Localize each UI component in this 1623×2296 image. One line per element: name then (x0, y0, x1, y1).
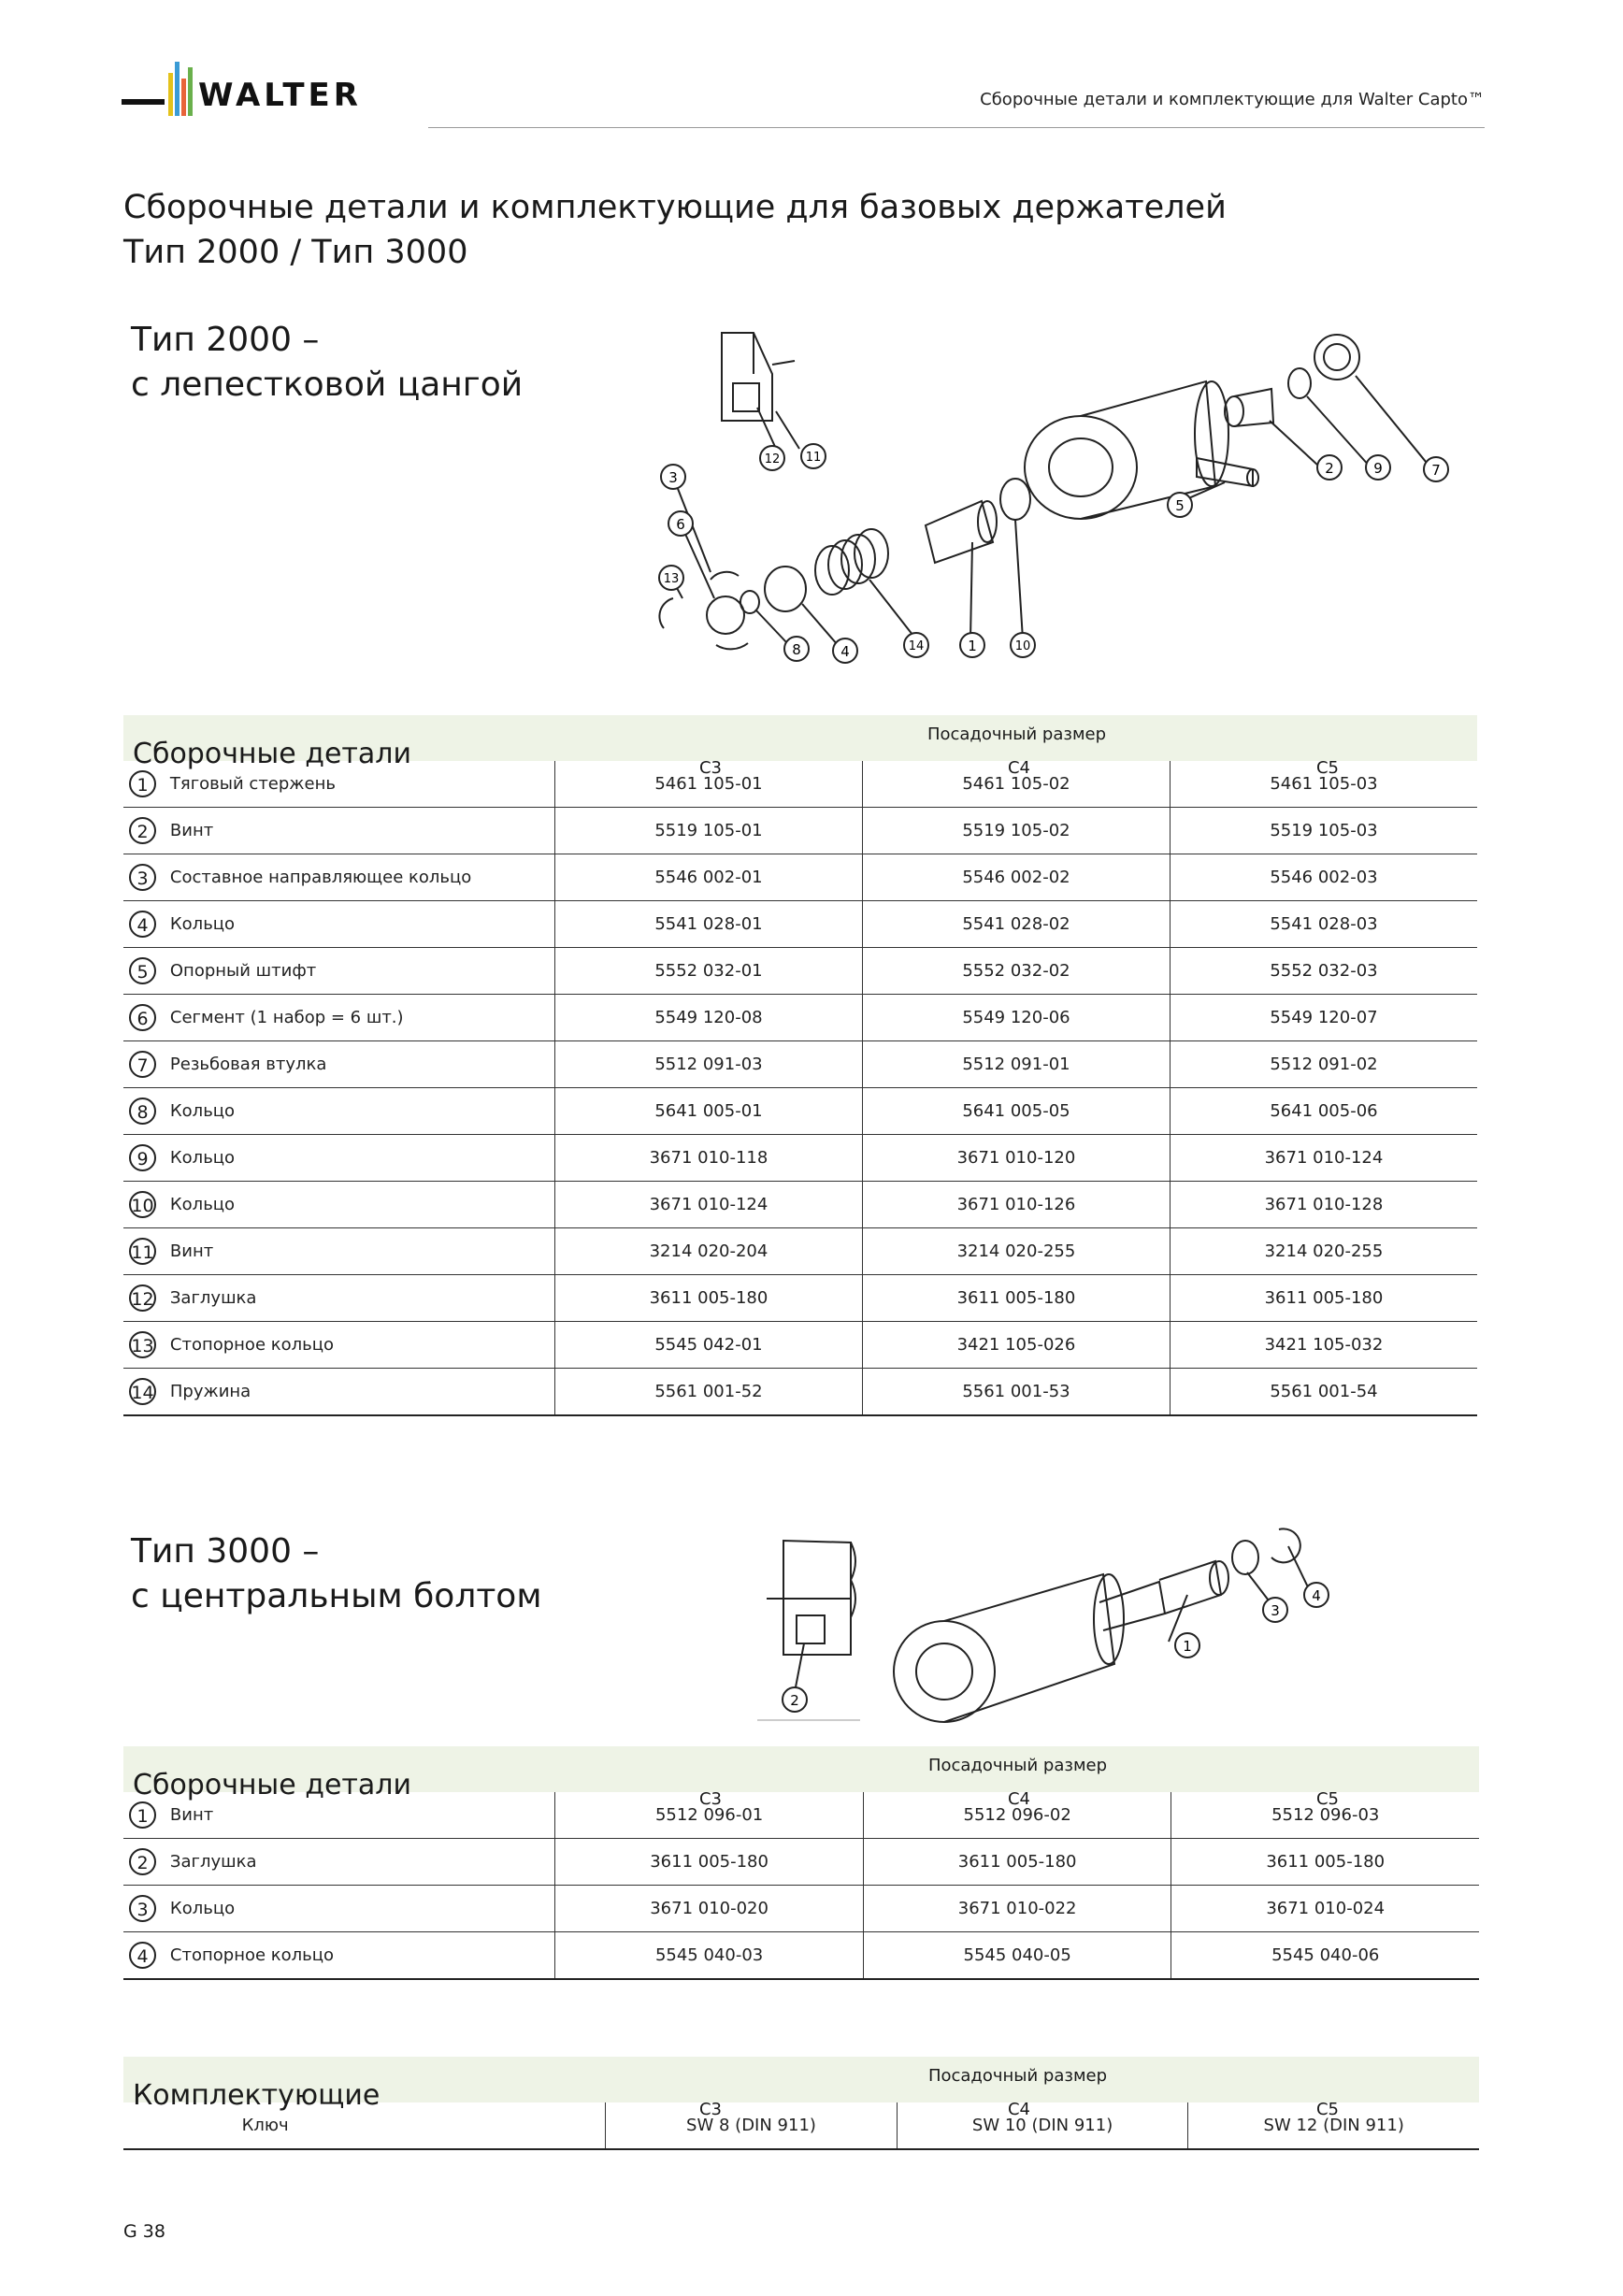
table-row (123, 1839, 1479, 1886)
col-c5: C5 (1315, 1789, 1340, 1809)
part-number-c3: 3214 020-204 (554, 1228, 862, 1275)
part-number-c3: 5545 040-03 (555, 1932, 864, 1980)
callout-14 (904, 633, 928, 657)
part-number-c5: 5545 040-06 (1171, 1932, 1479, 1980)
part-number-c4: 5541 028-02 (862, 901, 1170, 948)
svg-text:9: 9 (1373, 460, 1383, 477)
part-number-c5: 3611 005-180 (1171, 1839, 1479, 1886)
table-row (123, 901, 1477, 948)
part-name: Винт (170, 1228, 555, 1275)
part-name: Винт (170, 808, 555, 854)
table-row (123, 1135, 1477, 1182)
part-number-c4: 3214 020-255 (862, 1228, 1170, 1275)
callout-5 (1168, 493, 1192, 517)
table-row (123, 1932, 1479, 1980)
part-number-c3: 3671 010-118 (554, 1135, 862, 1182)
part-number-c4: 5461 105-02 (862, 761, 1170, 808)
part-name: Пружина (170, 1369, 555, 1416)
callout-2 (783, 1687, 807, 1712)
row-number-badge: 8 (129, 1098, 156, 1125)
col-c4: C4 (1007, 1789, 1031, 1809)
table-row (123, 948, 1477, 995)
table-title: Комплектующие (133, 2079, 381, 2112)
section2-title-line2: с центральным болтом (131, 1577, 542, 1615)
part-number-c3: 5541 028-01 (554, 901, 862, 948)
part-number-c5: 3671 010-024 (1171, 1886, 1479, 1932)
svg-text:5: 5 (1175, 497, 1185, 514)
row-number-cell (123, 1228, 170, 1275)
part-number-c5: 5541 028-03 (1170, 901, 1477, 948)
part-number-c5: 3671 010-128 (1170, 1182, 1477, 1228)
page-title (123, 185, 1339, 275)
table-row (123, 1041, 1477, 1088)
table-row (123, 854, 1477, 901)
row-number-cell (123, 808, 170, 854)
row-number-cell (123, 1839, 170, 1886)
svg-text:4: 4 (840, 643, 850, 660)
part-name: Кольцо (170, 1886, 555, 1932)
row-number-badge: 5 (129, 957, 156, 984)
part-number-c4: 3671 010-022 (863, 1886, 1171, 1932)
table-row (123, 808, 1477, 854)
part-number-c3: SW 8 (DIN 911) (606, 2102, 898, 2149)
svg-text:12: 12 (764, 452, 781, 466)
part-name: Винт (170, 1792, 555, 1839)
table-row (123, 1275, 1477, 1322)
svg-text:14: 14 (908, 639, 925, 653)
part-number-c3: 5519 105-01 (554, 808, 862, 854)
part-name: Кольцо (170, 901, 555, 948)
row-number-cell (123, 1135, 170, 1182)
part-number-c5: 3421 105-032 (1170, 1322, 1477, 1369)
row-number-cell (123, 948, 170, 995)
row-number-cell (123, 1275, 170, 1322)
size-header: Посадочный размер (926, 725, 1107, 744)
callout-6 (668, 511, 693, 536)
callout-3 (1263, 1598, 1287, 1622)
part-number-c3: 5641 005-01 (554, 1088, 862, 1135)
svg-text:10: 10 (1014, 639, 1031, 653)
svg-text:2: 2 (1325, 460, 1334, 477)
part-number-c5: 5641 005-06 (1170, 1088, 1477, 1135)
row-number-badge: 2 (129, 1848, 156, 1875)
row-number-cell (123, 1932, 170, 1980)
row-number-badge: 13 (129, 1331, 156, 1358)
svg-text:1: 1 (1183, 1638, 1192, 1655)
svg-text:8: 8 (792, 641, 801, 658)
col-c5: C5 (1315, 758, 1340, 778)
part-number-c4: 5545 040-05 (863, 1932, 1171, 1980)
row-number-cell (123, 1041, 170, 1088)
part-name: Ключ (167, 2102, 606, 2149)
part-number-c4: SW 10 (DIN 911) (897, 2102, 1188, 2149)
row-number-badge: 3 (129, 864, 156, 891)
callout-4 (833, 639, 857, 663)
logo-text: WALTER (198, 77, 362, 114)
part-number-c4: 3421 105-026 (862, 1322, 1170, 1369)
row-number-badge: 14 (129, 1378, 156, 1405)
callout-8 (784, 637, 809, 661)
row-number-cell (123, 1182, 170, 1228)
part-name: Опорный штифт (170, 948, 555, 995)
part-name: Заглушка (170, 1275, 555, 1322)
walter-logo (122, 58, 402, 123)
size-header: Посадочный размер (927, 2066, 1108, 2086)
part-number-c4: 5512 096-02 (863, 1792, 1171, 1839)
col-c3: C3 (698, 758, 723, 778)
part-number-c3: 5561 001-52 (554, 1369, 862, 1416)
type2000-parts-table (123, 715, 1477, 1416)
row-number-cell (123, 854, 170, 901)
section1-title (131, 318, 523, 408)
callout-12 (760, 446, 784, 470)
svg-text:7: 7 (1431, 462, 1441, 479)
logo-dash (122, 99, 165, 105)
part-number-c3: 5546 002-01 (554, 854, 862, 901)
table-row (123, 1182, 1477, 1228)
part-name: Стопорное кольцо (170, 1932, 555, 1980)
section1-title-line2: с лепестковой цангой (131, 366, 524, 404)
part-number-c3: 3611 005-180 (555, 1839, 864, 1886)
part-name: Резьбовая втулка (170, 1041, 555, 1088)
accessories-table (123, 2057, 1479, 2150)
svg-text:13: 13 (663, 572, 680, 586)
part-number-c3: 3671 010-124 (554, 1182, 862, 1228)
section2-title (131, 1529, 542, 1619)
part-name: Кольцо (170, 1135, 555, 1182)
svg-text:3: 3 (1271, 1602, 1280, 1619)
table-header (123, 2057, 1479, 2119)
callout-7 (1424, 457, 1448, 481)
section1-title-line1: Тип 2000 – (131, 321, 320, 359)
part-number-c4: 3611 005-180 (863, 1839, 1171, 1886)
type3000-parts-table (123, 1746, 1479, 1980)
row-number-badge: 6 (129, 1004, 156, 1031)
table-title: Сборочные детали (133, 1769, 411, 1801)
row-number-badge: 11 (129, 1238, 156, 1265)
table-row (123, 1088, 1477, 1135)
callout-4 (1304, 1583, 1329, 1607)
part-number-c5: 5519 105-03 (1170, 808, 1477, 854)
part-name: Кольцо (170, 1182, 555, 1228)
table-row (123, 1228, 1477, 1275)
part-number-c4: 5512 091-01 (862, 1041, 1170, 1088)
callout-11 (801, 444, 826, 468)
svg-text:2: 2 (790, 1692, 799, 1709)
svg-text:4: 4 (1312, 1587, 1321, 1604)
part-number-c4: 3671 010-126 (862, 1182, 1170, 1228)
col-c4: C4 (1007, 758, 1031, 778)
part-number-c4: 5641 005-05 (862, 1088, 1170, 1135)
col-c3: C3 (698, 2100, 723, 2119)
part-number-c5: 5561 001-54 (1170, 1369, 1477, 1416)
page-title-line1: Сборочные детали и комплектующие для базовых держателей (123, 189, 1227, 226)
row-number-badge: 4 (129, 1942, 156, 1969)
part-number-c3: 5512 096-01 (555, 1792, 864, 1839)
row-number-badge: 12 (129, 1284, 156, 1312)
type3000-exploded-diagram (748, 1505, 1356, 1748)
row-number-cell (123, 1088, 170, 1135)
part-name: Стопорное кольцо (170, 1322, 555, 1369)
row-number-badge: 9 (129, 1144, 156, 1171)
callout-10 (1011, 633, 1035, 657)
row-number-badge: 2 (129, 817, 156, 844)
part-number-c5: 3671 010-124 (1170, 1135, 1477, 1182)
table-row (123, 1886, 1479, 1932)
part-number-c3: 5549 120-08 (554, 995, 862, 1041)
callout-3 (661, 465, 685, 489)
part-name: Сегмент (1 набор = 6 шт.) (170, 995, 555, 1041)
row-number-cell (123, 1322, 170, 1369)
row-number-cell (123, 1369, 170, 1416)
row-number-badge: 4 (129, 911, 156, 938)
logo-bars (168, 62, 196, 116)
part-name: Кольцо (170, 1088, 555, 1135)
col-c3: C3 (698, 1789, 723, 1809)
table-row (123, 1369, 1477, 1416)
part-number-c5: 3611 005-180 (1170, 1275, 1477, 1322)
row-number-cell (123, 1886, 170, 1932)
part-number-c4: 3671 010-120 (862, 1135, 1170, 1182)
part-number-c5: 3214 020-255 (1170, 1228, 1477, 1275)
table-header (123, 1746, 1479, 1809)
size-header: Посадочный размер (927, 1756, 1108, 1775)
row-number-badge: 10 (129, 1191, 156, 1218)
part-number-c5: SW 12 (DIN 911) (1188, 2102, 1479, 2149)
row-number-cell (123, 995, 170, 1041)
row-number-cell (123, 901, 170, 948)
part-number-c3: 3611 005-180 (554, 1275, 862, 1322)
part-name: Составное направляющее кольцо (170, 854, 555, 901)
part-number-c5: 5461 105-03 (1170, 761, 1477, 808)
header-title: Сборочные детали и комплектующие для Walter Capto™ (980, 90, 1485, 109)
svg-text:6: 6 (676, 516, 685, 533)
part-number-c4: 5561 001-53 (862, 1369, 1170, 1416)
svg-text:3: 3 (668, 469, 678, 486)
type2000-exploded-diagram (645, 318, 1487, 682)
table-row (123, 1322, 1477, 1369)
col-c5: C5 (1315, 2100, 1340, 2119)
callout-1 (1175, 1633, 1199, 1657)
part-number-c3: 5545 042-01 (554, 1322, 862, 1369)
part-number-c5: 5512 091-02 (1170, 1041, 1477, 1088)
header-divider (428, 127, 1485, 128)
callout-13 (659, 566, 683, 590)
table-title: Сборочные детали (133, 738, 411, 770)
section2-title-line1: Тип 3000 – (131, 1532, 320, 1571)
row-number-badge: 1 (129, 1801, 156, 1829)
part-number-c3: 5552 032-01 (554, 948, 862, 995)
row-number-badge: 7 (129, 1051, 156, 1078)
page-title-line2: Тип 2000 / Тип 3000 (123, 234, 468, 271)
col-c4: C4 (1007, 2100, 1031, 2119)
row-number-badge: 3 (129, 1895, 156, 1922)
part-number-c3: 3671 010-020 (555, 1886, 864, 1932)
part-number-c3: 5461 105-01 (554, 761, 862, 808)
part-number-c5: 5546 002-03 (1170, 854, 1477, 901)
part-number-c4: 5549 120-06 (862, 995, 1170, 1041)
part-name: Тяговый стержень (170, 761, 555, 808)
page-number: G 38 (123, 2221, 165, 2242)
svg-text:11: 11 (805, 451, 822, 465)
part-number-c4: 5546 002-02 (862, 854, 1170, 901)
part-number-c4: 5519 105-02 (862, 808, 1170, 854)
svg-text:1: 1 (968, 638, 977, 654)
part-number-c5: 5512 096-03 (1171, 1792, 1479, 1839)
type3000-callouts (783, 1583, 1329, 1712)
part-number-c5: 5552 032-03 (1170, 948, 1477, 995)
part-number-c3: 5512 091-03 (554, 1041, 862, 1088)
callout-2 (1317, 455, 1342, 480)
table-header (123, 715, 1477, 778)
part-number-c4: 5552 032-02 (862, 948, 1170, 995)
part-number-c5: 5549 120-07 (1170, 995, 1477, 1041)
table-row (123, 995, 1477, 1041)
callout-9 (1366, 455, 1390, 480)
callout-1 (960, 633, 984, 657)
part-number-c4: 3611 005-180 (862, 1275, 1170, 1322)
part-name: Заглушка (170, 1839, 555, 1886)
row-number-badge: 1 (129, 770, 156, 797)
